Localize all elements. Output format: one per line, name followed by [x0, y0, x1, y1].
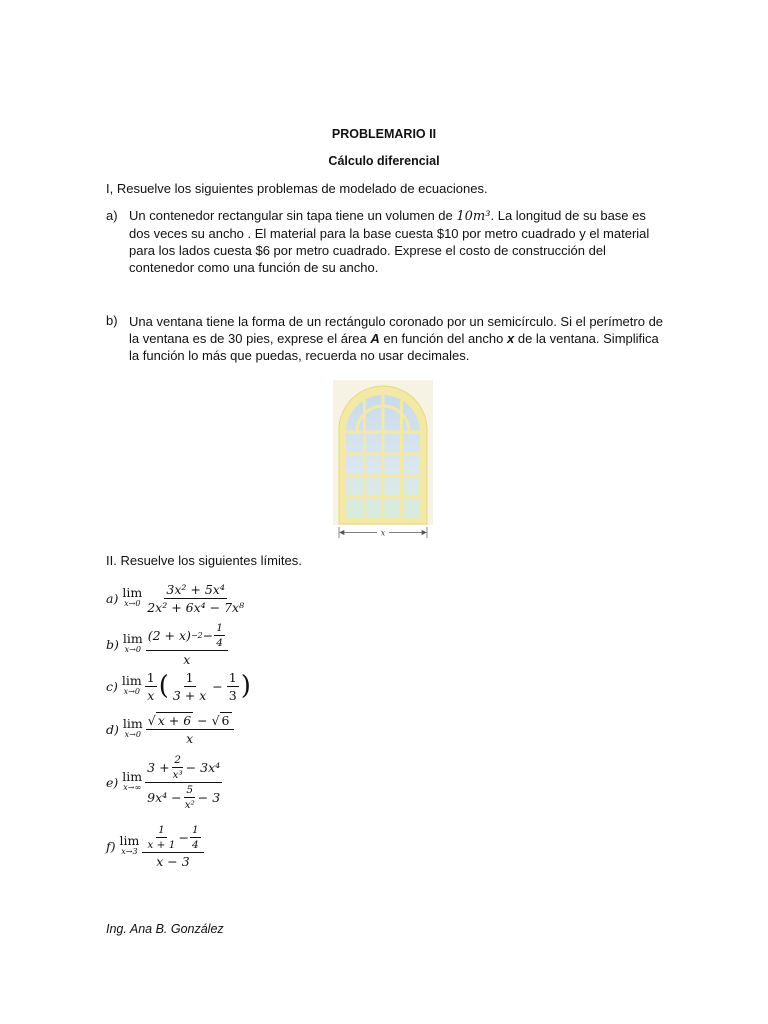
lim-operator: lim x→0 [122, 585, 143, 608]
page-title: PROBLEMARIO II [331, 127, 437, 141]
limit-label: d) [106, 721, 119, 737]
limit-label: a) [106, 590, 119, 606]
dimension-label: x [380, 528, 386, 538]
limit-fraction: 3 + $\frac{2}{\text{x³}}$ − 3x⁴ 9x⁴ − $\frac{5}{\text{x²}}$ − 3 [147, 753, 221, 811]
window-figure [333, 380, 433, 542]
outer-fraction: $\frac{1}{x}$ [146, 669, 155, 703]
lim-operator: lim x→3 [119, 833, 140, 856]
inner-fraction-1: $\frac{1}{3 + x}$ [172, 669, 207, 703]
lim-operator: lim x→0 [122, 716, 143, 739]
problem-a-text: Un contenedor rectangular sin tapa tiene un volumen de 10m³. La longitud de su base es dos veces su ancho . El material para la base cuesta $10 por metro cuadrado y el material para los lados cuesta $6 por metro cuadrado. Exprese el costo de construcción del contenedor como una función de su ancho. [129, 208, 650, 275]
limit-label: f) [106, 838, 116, 854]
limit-c: c) lim x→0 $\frac{1}{x}$ ( $\frac{1}{3 + x}$ − $\frac{1}{3}$ ) [106, 669, 251, 703]
inner-fraction-2: $\frac{1}{3}$ [228, 669, 237, 703]
limit-fraction: $\frac{√ x + 6 - √ 6}{x}$ [146, 712, 234, 746]
volume-expression: 10m³ [456, 209, 491, 224]
problem-b-label: b) [106, 313, 118, 328]
limit-label: c) [106, 678, 118, 694]
section2-heading: II. Resuelve los siguientes límites. [106, 553, 302, 568]
problem-b-text: Una ventana tiene la forma de un rectángulo coronado por un semicírculo. Si el perímetro de la ventana es de 30 pies, exprese el área A en función del ancho x de la ventana. Simplifica la función lo más que puedas, recuerda no usar decimales. [129, 314, 664, 363]
lim-operator: lim x→0 [122, 631, 143, 654]
limit-f [106, 818, 205, 874]
page-subtitle: Cálculo diferencial [328, 154, 440, 168]
lim-operator: lim x→∞ [122, 769, 143, 792]
area-variable: A [370, 331, 380, 346]
limit-label: e) [106, 774, 119, 790]
width-variable: x [507, 331, 515, 346]
limit-label: b) [106, 636, 119, 652]
section1-heading: I, Resuelve los siguientes problemas de modelado de ecuaciones. [106, 181, 488, 196]
limit-b [106, 622, 229, 666]
problem-a-label: a) [106, 208, 118, 223]
limit-a [106, 576, 247, 620]
author-signature: Ing. Ana B. González [106, 922, 224, 936]
limit-d [106, 707, 235, 751]
limit-fraction: (2 + x) −2 − $\frac{1}{4}$ x [146, 622, 228, 667]
lim-operator: lim x→0 [121, 673, 142, 696]
limit-fraction: $\frac{1}{x + 1}$ − $\frac{1}{4}$ x − 3 [142, 824, 203, 869]
limit-e [106, 753, 223, 811]
limit-fraction: $\frac{\text{3x² + 5x⁴}}{\text{2x² + 6x⁴ − 7x⁸}}$ [147, 581, 245, 615]
